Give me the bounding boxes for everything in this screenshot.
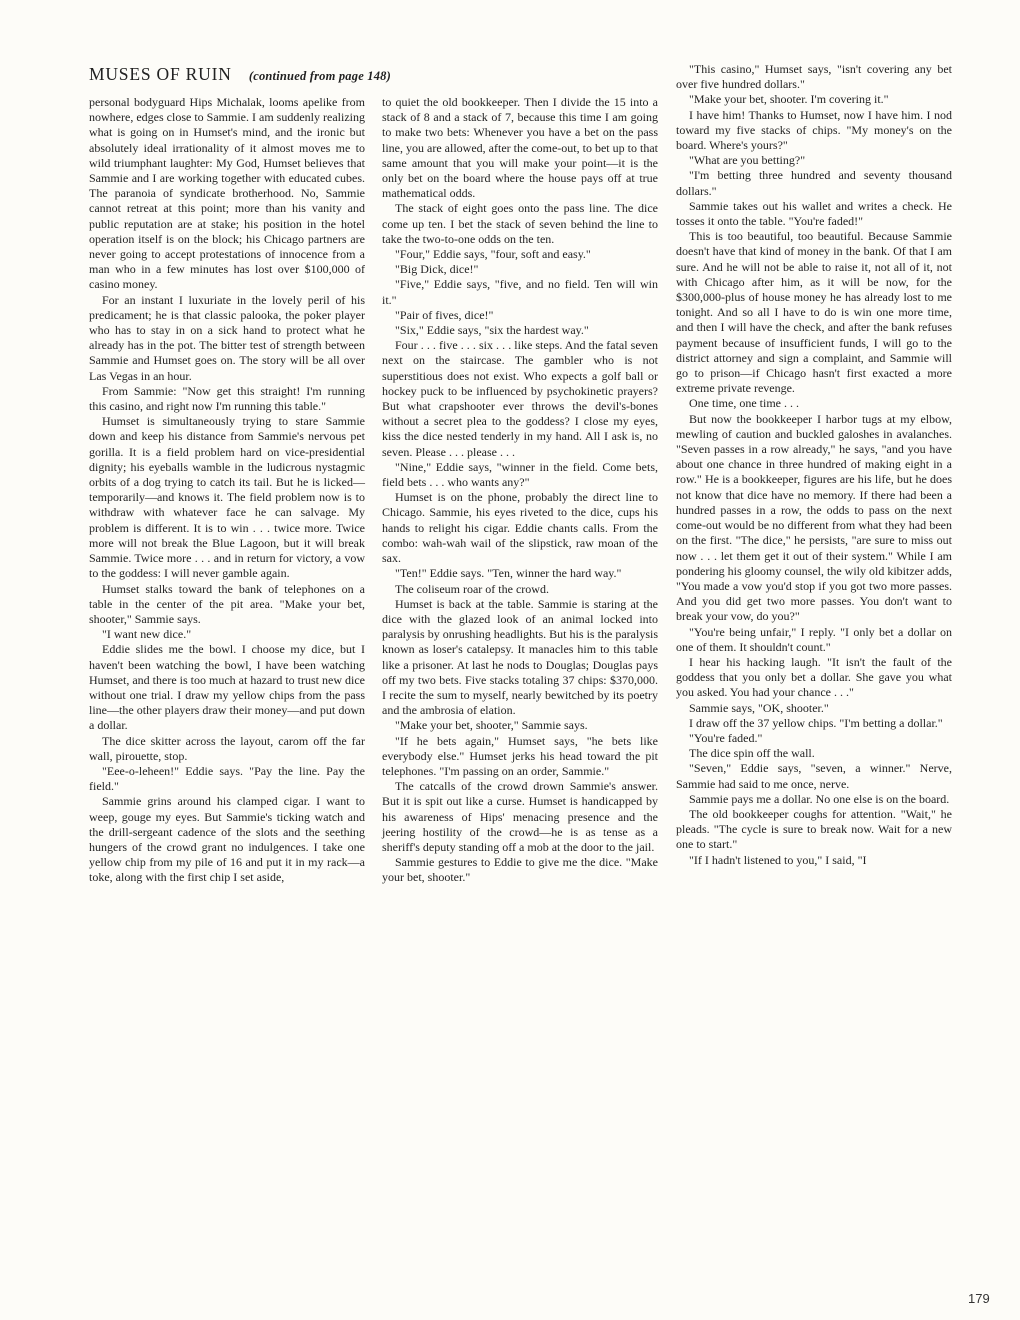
running-head	[89, 64, 689, 85]
paragraph: "Nine," Eddie says, "winner in the field. Come bets, field bets . . . who wants any?"	[382, 459, 658, 490]
paragraph: "If he bets again," Humset says, "he bets like everybody else." Humset jerks his head toward the pit telephones. "I'm passing on an order, Sammie."	[382, 733, 658, 778]
paragraph: Humset stalks toward the bank of telephones on a table in the center of the pit area. "Make your bet, shooter," Sammie says.	[89, 581, 365, 626]
paragraph: "Big Dick, dice!"	[395, 262, 479, 277]
paragraph: From Sammie: "Now get this straight! I'm running this casino, and right now I'm running this table."	[89, 383, 365, 414]
continued-note: (continued from page 148)	[248, 69, 391, 83]
paragraph: "Ten!" Eddie says. "Ten, winner the hard way."	[395, 566, 622, 581]
paragraph: "Eee-o-leheen!" Eddie says. "Pay the line. Pay the field."	[89, 763, 365, 794]
paragraph: "Make your bet, shooter. I'm covering it."	[689, 92, 889, 107]
paragraph: This is too beautiful, too beautiful. Because Sammie doesn't have that kind of money in the bank. Of that I am sure. And he will not be able to raise it, not all of it, not with Chicago after him, as it will be now, for the $300,000-plus of house money he has already lost to me tonight. And so all I have to do is win one more time, and then I will have the check, and after the bank refuses payment because of insufficient funds, I will go to the district attorney and sign a complaint, and Sammie will go to prison—if Chicago hasn't first exacted a more extreme private revenge.	[676, 229, 952, 396]
paragraph: "Six," Eddie says, "six the hardest way."	[395, 323, 589, 338]
paragraph: For an instant I luxuriate in the lovely peril of his predicament; he is that classic palooka, the poker player who has to stay in on a sick hand to protect what he already has in the pot. The bitter test of strength between Sammie and Humset goes on. The story will be all over Las Vegas in an hour.	[89, 292, 365, 383]
page-number: 179	[968, 1291, 990, 1306]
paragraph: "Make your bet, shooter," Sammie says.	[395, 718, 588, 733]
text-column-3	[676, 62, 952, 868]
paragraph: Eddie slides me the bowl. I choose my dice, but I haven't been watching the bowl, I have been watching Humset, and there is too much at hazard to trust new dice without one trial. I draw my yellow chips from the pass line—the other players draw their money—and put down a dollar.	[89, 642, 365, 733]
paragraph: The dice spin off the wall.	[689, 746, 815, 761]
paragraph: "Pair of fives, dice!"	[395, 307, 494, 322]
paragraph: "If I hadn't listened to you," I said, "I	[689, 852, 867, 867]
paragraph: "Five," Eddie says, "five, and no field. Ten will win it."	[382, 277, 658, 307]
paragraph: The coliseum roar of the crowd.	[395, 581, 549, 596]
paragraph: The stack of eight goes onto the pass line. The dice come up ten. I bet the stack of seven behind the line to take the two-to-one odds on the ten.	[382, 201, 658, 246]
article-title: MUSES OF RUIN	[89, 64, 232, 84]
paragraph: Sammie grins around his clamped cigar. I want to weep, gouge my eyes. But Sammie's ticking watch and the drill-sergeant cadence of the slots and the seething hungers of the crowd grant no indulgences. I take one yellow chip from my pile of 16 and put it in my rack—a toke, along with the first chip I set aside,	[89, 794, 365, 885]
paragraph: "Seven," Eddie says, "seven, a winner." Nerve, Sammie had said to me once, nerve.	[676, 761, 952, 791]
paragraph: "What are you betting?"	[689, 153, 806, 168]
paragraph: Sammie gestures to Eddie to give me the dice. "Make your bet, shooter."	[382, 855, 658, 885]
paragraph: Four . . . five . . . six . . . like steps. And the fatal seven next on the staircase. The gambler who is not superstitious does not exist. Who expects a golf ball or hockey puck to be influenced by psychokinetic prayers? But what crapshooter ever throws the devil's-bones without a secret plea to the goddess? I close my eyes, kiss the dice nested tenderly in my hand. All I ask is, no seven. Please . . . please . . .	[382, 338, 658, 459]
text-column-2	[382, 95, 658, 886]
paragraph: Sammie pays me a dollar. No one else is on the board.	[689, 791, 950, 806]
paragraph: The old bookkeeper coughs for attention. "Wait," he pleads. "The cycle is sure to break now. Wait for a new one to start."	[676, 806, 952, 852]
paragraph: The dice skitter across the layout, carom off the far wall, pirouette, stop.	[89, 733, 365, 763]
paragraph: Sammie takes out his wallet and writes a check. He tosses it onto the table. "You're faded!"	[676, 198, 952, 229]
paragraph: Humset is simultaneously trying to stare Sammie down and keep his distance from Sammie's nervous pet gorilla. It is a field problem hard on vice-presidential dignity; his eyeballs wamble in the ludicrous nystagmic orbits of a dog trying to catch its tail. But he is licked—temporarily—and knows it. The field problem now is to withdraw with whatever face he can salvage. My problem is different. It is to win . . . twice more. Twice more will not break the Blue Lagoon, but it will break Sammie. Twice more . . . and in return for victory, a vow to the goddess: I will never gamble again.	[89, 414, 365, 581]
paragraph: I hear his hacking laugh. "It isn't the fault of the goddess that you only bet a dollar. She gave you what you asked. You had your chance . . ."	[676, 654, 952, 700]
paragraph: "You're being unfair," I reply. "I only bet a dollar on one of them. It shouldn't count."	[676, 624, 952, 654]
paragraph: One time, one time . . .	[689, 396, 799, 411]
paragraph: "This casino," Humset says, "isn't covering any bet over five hundred dollars."	[676, 62, 952, 92]
paragraph: "You're faded."	[689, 730, 763, 745]
paragraph: "Four," Eddie says, "four, soft and easy."	[395, 247, 591, 262]
paragraph: I draw off the 37 yellow chips. "I'm betting a dollar."	[689, 715, 943, 730]
paragraph: Sammie says, "OK, shooter."	[689, 700, 829, 715]
paragraph: But now the bookkeeper I harbor tugs at my elbow, mewling of caution and buckled galoshes in avalanches. "Seven passes in a row already," he says, "and you have about one chance in three hundred of making eight in a row." He is a bookkeeper, figures are his life, but he does not know that dice have no memory. If there had been a hundred passes in a row, the odds to pass on the next come-out would be no different from what they had been on the first. "The dice," he persists, "are sure to miss out now . . . let them get it out of their system." While I am pondering his gloomy counsel, the wily old kibitzer adds, "You made a vow you'd stop if you got two more passes. And you did get two more passes. You don't want to break your vow, do you?"	[676, 411, 952, 624]
paragraph: I have him! Thanks to Humset, now I have him. I nod toward my five stacks of chips. "My money's on the board. Where's yours?"	[676, 107, 952, 153]
paragraph: Humset is back at the table. Sammie is staring at the dice with the glazed look of an animal locked into paralysis by onrushing headlights. But his is the paralysis known as loser's catalepsy. It manacles him to this table like a prisoner. At last he nods to Douglas; Douglas pays off my two bets. Five stacks totaling 37 chips: $370,000. I recite the sum to myself, nearly bewitched by its poetry and the ambrosia of elation.	[382, 596, 658, 718]
paragraph: personal bodyguard Hips Michalak, looms apelike from nowhere, edges close to Sammie. I am suddenly realizing what is going on in Humset's mind, and the ironic but absolutely ideal irrationality of it almost moves me to wild triumphant laughter: My God, Humset believes that Sammie and I are working together with educated cubes. The paranoia of syndicate brotherhood. No, Sammie cannot retreat at this point; more than his vanity and public reputation are at stake; his position in the hotel operation itself is on the block; his Chicago partners are never going to accept protestations of innocence from a man who in a few minutes has lost over $100,000 of casino money.	[89, 95, 365, 292]
text-column-1	[89, 95, 365, 886]
paragraph: Humset is on the phone, probably the direct line to Chicago. Sammie, his eyes riveted to the dice, cups his hands to relight his cigar. Eddie chants calls. From the combo: wah-wah wail of the slipstick, raw moan of the sax.	[382, 490, 658, 566]
paragraph: to quiet the old bookkeeper. Then I divide the 15 into a stack of 8 and a stack of 7, because this time I am going to make two bets: Whenever you have a bet on the pass line, you are allowed, after the come-out, to bet up to that same amount that you will make your point—it is the only bet on the board where the house pays off at true mathematical odds.	[382, 95, 658, 201]
paragraph: The catcalls of the crowd drown Sammie's answer. But it is spit out like a curse. Humset is handicapped by his awareness of Hips' menacing presence and the jeering hostility of the crowd—he is as tense as a sheriff's deputy standing off a mob at the door to the jail.	[382, 779, 658, 854]
paragraph: "I want new dice."	[102, 627, 192, 642]
paragraph: "I'm betting three hundred and seventy thousand dollars."	[676, 168, 952, 198]
